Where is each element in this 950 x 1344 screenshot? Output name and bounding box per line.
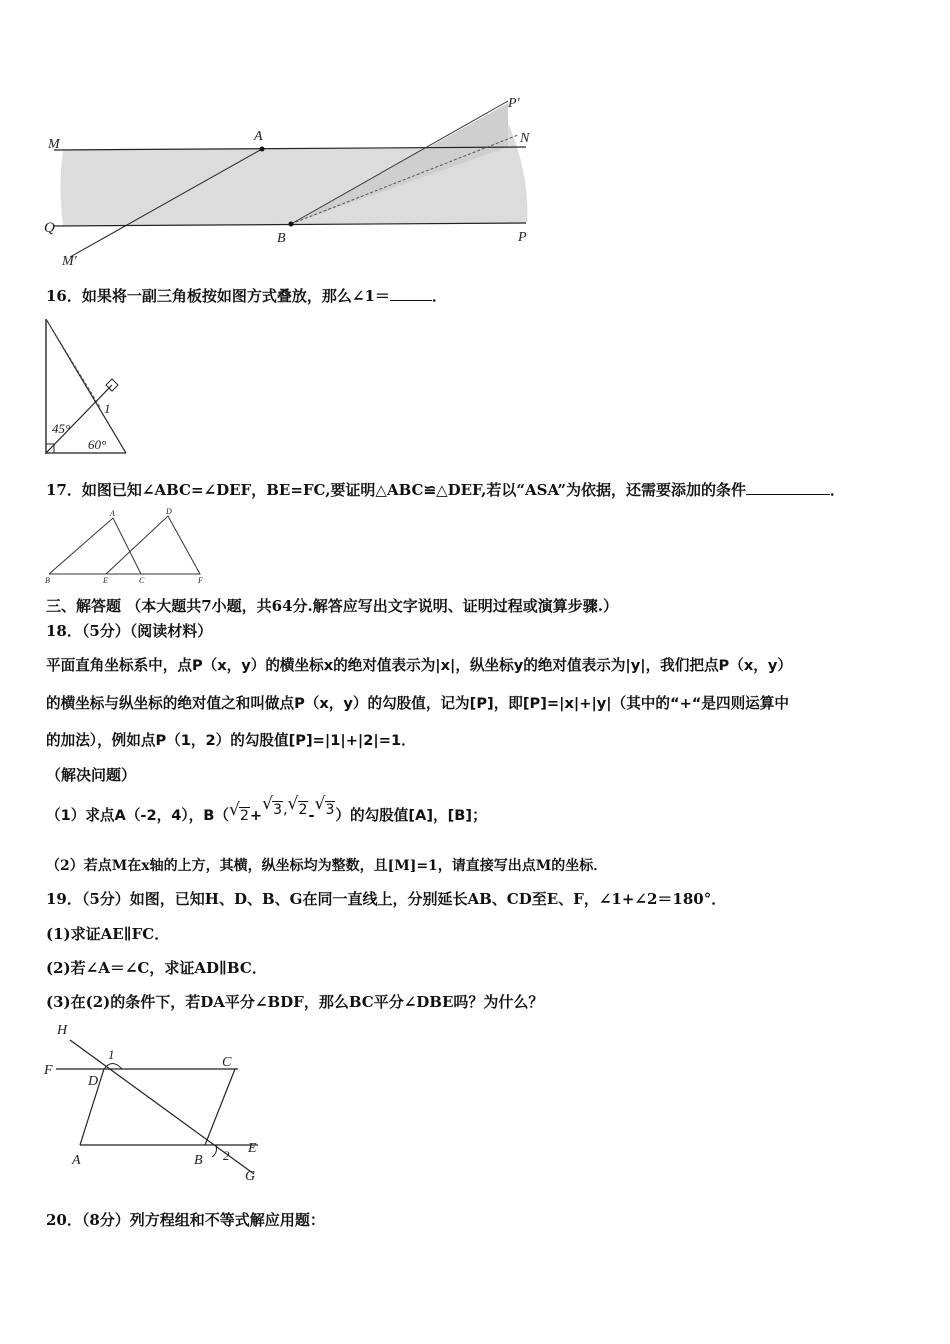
label-45: 45° <box>52 421 71 436</box>
label-a: A <box>110 509 115 518</box>
answer-blank-16[interactable] <box>390 286 432 301</box>
radicand: 3 <box>273 802 283 818</box>
label-p: P <box>518 230 527 245</box>
label-q: Q <box>44 220 55 236</box>
sqrt-2-b <box>287 794 309 820</box>
label-d: D <box>166 507 172 516</box>
question-16-end: ． <box>431 287 447 305</box>
sub-1-prefix: （1）求点A（-2，4），B（ <box>46 807 229 824</box>
question-18-para-1: 平面直角坐标系中，点P（x，y）的横坐标x的绝对值表示为|x|，纵坐标y的绝对值表示为|y|，我们把点P（x，y） <box>46 657 792 674</box>
label-b: B <box>194 1153 203 1168</box>
label-1: 1 <box>108 1047 115 1062</box>
label-f: F <box>44 1063 53 1078</box>
question-18-sub-1 <box>46 794 487 826</box>
label-m-prime: M′ <box>62 254 77 269</box>
question-19-header: 19．（5分）如图，已知H、D、B、G在同一直线上，分别延长AB、CD至E、F，∠1+∠2＝180°． <box>46 890 727 908</box>
point-b <box>289 222 294 227</box>
label-g: G <box>245 1169 256 1184</box>
radical-sign: √ <box>287 794 299 814</box>
label-d: D <box>88 1074 99 1089</box>
sqrt-3-a <box>262 794 283 820</box>
minus-sign: - <box>308 807 315 824</box>
sqrt-2-a <box>228 800 250 826</box>
radical-sign: √ <box>314 794 326 814</box>
figure-19 <box>40 1018 280 1188</box>
question-20-header: 20．（8分）列方程组和不等式解应用题： <box>46 1211 325 1229</box>
answer-blank-17[interactable] <box>746 480 830 495</box>
radicand: 2 <box>239 808 249 824</box>
question-17-text: 17．如图已知∠ABC=∠DEF，BE=FC,要证明△ABC≌△DEF,若以“ASA”为依据，还需要添加的条件 <box>46 481 746 499</box>
section-3-header: 三、解答题 （本大题共7小题，共64分.解答应写出文字说明、证明过程或演算步骤.） <box>46 597 618 615</box>
triangle-abc <box>49 518 141 574</box>
figure-16 <box>40 315 140 460</box>
question-19-part-1: (1)求证AE∥FC． <box>46 925 170 943</box>
label-a: A <box>72 1153 81 1168</box>
label-2: 2 <box>223 1148 230 1163</box>
question-19-part-3: (3)在(2)的条件下，若DA平分∠BDF，那么BC平分∠DBE吗？为什么？ <box>46 993 544 1011</box>
label-c: C <box>139 576 145 585</box>
arc-angle-1 <box>104 1064 122 1070</box>
label-p-prime: P′ <box>508 96 520 111</box>
label-angle-1: 1 <box>104 401 111 416</box>
sub-1-suffix: ）的勾股值[A]，[B]； <box>335 807 487 824</box>
figure-15 <box>40 95 540 275</box>
radical-sign: √ <box>228 800 240 820</box>
triangle-def <box>106 516 200 574</box>
radical-sign: √ <box>262 794 273 814</box>
question-18-header: 18．（5分）（阅读材料） <box>46 622 213 640</box>
label-m: M <box>48 137 60 152</box>
label-c: C <box>222 1055 232 1070</box>
radicand: 3 <box>325 802 335 818</box>
question-18-para-3: 的加法），例如点P（1，2）的勾股值[P]=|1|+|2|=1． <box>46 732 416 749</box>
question-18-solve: （解决问题） <box>46 766 137 784</box>
label-b: B <box>277 231 286 246</box>
comma: , <box>283 802 288 818</box>
plus-sign: + <box>249 807 263 824</box>
label-60: 60° <box>88 437 107 452</box>
question-17 <box>46 480 845 500</box>
question-16-text: 16．如果将一副三角板按如图方式叠放，那么∠1＝ <box>46 287 390 305</box>
question-18-sub-2: （2）若点M在x轴的上方，其横，纵坐标均为整数，且[M]=1，请直接写出点M的坐标． <box>46 858 608 874</box>
question-19-part-2: (2)若∠A＝∠C，求证AD∥BC． <box>46 959 267 977</box>
figure-17 <box>40 508 220 588</box>
dashed-line <box>46 319 100 407</box>
label-e: E <box>248 1141 257 1156</box>
question-17-end: ． <box>830 481 846 499</box>
question-16 <box>46 286 447 306</box>
label-n: N <box>520 131 530 146</box>
line-bc <box>205 1069 235 1145</box>
label-b: B <box>45 576 50 585</box>
question-18-para-2: 的横坐标与纵坐标的绝对值之和叫做点P（x，y）的勾股值，记为[P]，即[P]=|x|+|y|（其中的“+“是四则运算中 <box>46 695 789 712</box>
label-f: F <box>198 576 203 585</box>
label-a: A <box>254 129 263 144</box>
radicand: 2 <box>298 802 308 818</box>
label-e: E <box>103 576 108 585</box>
point-a <box>260 147 265 152</box>
sqrt-3-b <box>314 794 336 820</box>
label-h: H <box>57 1023 68 1038</box>
